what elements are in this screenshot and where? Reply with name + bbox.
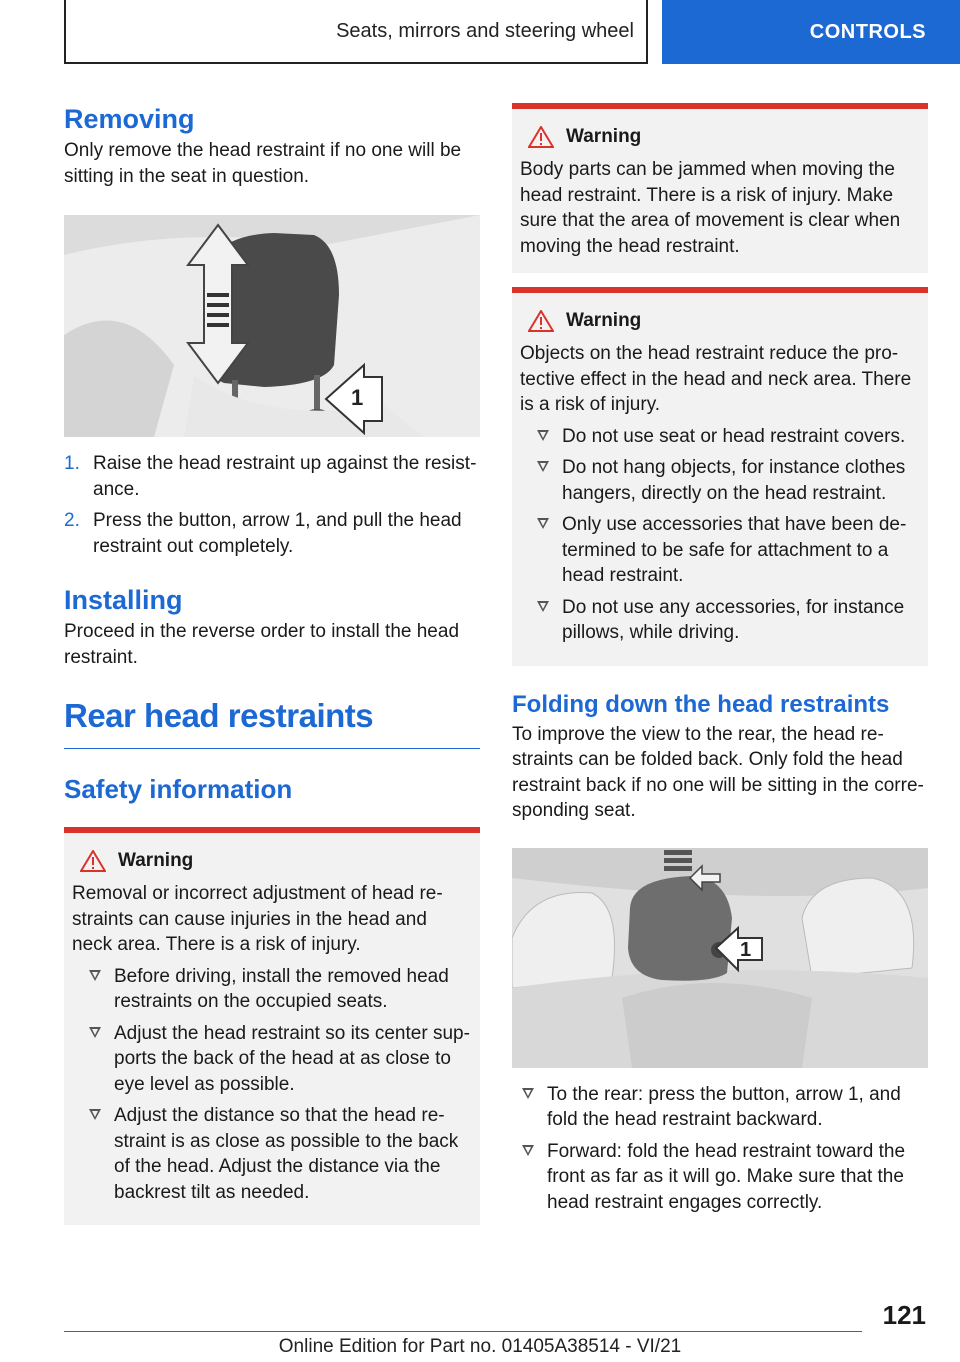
warning-triangle-icon [80,850,106,872]
bullet-triangle-icon [537,601,549,612]
bullet-text: Adjust the head restraint so its center supports the back of the head at as close to eye level as possible. [114,1022,470,1095]
bullet-triangle-icon [89,1109,101,1120]
list-item [512,1082,928,1133]
safety-heading: Safety information [64,774,293,804]
bullet-text: To the rear: press the button, arrow 1, and fold the head restraint backward. [547,1083,901,1130]
right-column [512,103,928,1221]
warning-title: Warning [566,126,642,147]
figure2-callout: 1 [740,938,752,961]
bullet-text: Adjust the distance so that the head restraint is as close as possible to the back of the head. Adjust the distance via the backrest tilt as needed. [114,1105,459,1203]
list-item [527,424,920,450]
warning-box [64,827,480,1225]
figure-remove-head-restraint [64,215,480,437]
bullet-text: Do not hang objects, for instance clothes hangers, directly on the head restraint. [562,457,906,504]
warning-title-row [528,125,920,149]
warning-title: Warning [566,310,642,331]
removing-heading: Removing [64,104,195,134]
left-column [64,100,480,1225]
installing-heading: Installing [64,585,183,615]
list-item [527,512,920,589]
figure1-callout: 1 [351,385,364,410]
rear-seat-illustration [512,848,928,1068]
bullet-text: Do not use any accessories, for instance pillows, while driving. [562,596,905,643]
list-item [527,595,920,646]
removing-intro: Only remove the head restraint if no one will be sitting in the seat in question. [64,140,462,187]
step-number: 2. [64,510,80,531]
warning-triangle-icon [528,126,554,148]
removal-steps [64,451,480,559]
head-restraint-illustration [64,215,480,437]
figure-fold-head-restraint [512,848,928,1068]
bullet-text: Forward: fold the head restraint toward the front as far as it will go. Make sure that the head restraint engages correctly. [547,1140,906,1213]
warning-text: Body parts can be jammed when moving the head restraint. There is a risk of injury. Make sure that the area of movement is clear when moving the head restraint. [520,159,901,257]
bullet-triangle-icon [522,1088,534,1099]
chapter-heading-block [64,694,480,749]
warning-box [512,103,928,273]
warning-bullet-list [520,424,920,646]
folding-text: To improve the view to the rear, the head restraints can be folded back. Only fold the head restraint back if no one will be sitting in the corresponding seat. [512,723,924,821]
bullet-text: Only use accessories that have been determined to be safe for attachment to a head restraint. [562,514,907,586]
warning-text: Removal or incorrect adjustment of head restraints can cause injuries in the head and neck area. There is a risk of injury. [72,883,443,955]
warning-triangle-icon [528,310,554,332]
list-item [79,1103,472,1205]
warning-bullet-list [72,964,472,1206]
list-item [64,508,480,559]
installing-text: Proceed in the reverse order to install the head restraint. [64,621,460,668]
running-header-section [64,0,648,64]
bullet-triangle-icon [89,1027,101,1038]
list-item [79,964,472,1015]
page-number: 121 [882,1300,926,1330]
chapter-heading: Rear head restraints [64,697,374,734]
chapter-tab-label: CONTROLS [809,20,926,43]
list-item [64,451,480,502]
bullet-triangle-icon [522,1145,534,1156]
step-text: Press the button, arrow 1, and pull the head restraint out completely. [93,510,462,557]
step-text: Raise the head restraint up against the resistance. [93,453,477,500]
folding-heading: Folding down the head restraints [512,690,890,718]
warning-title-row [80,849,472,873]
folding-bullet-list [512,1082,928,1216]
chapter-tab [662,0,960,64]
list-item [79,1021,472,1098]
bullet-text: Do not use seat or head restraint covers. [562,425,906,447]
bullet-triangle-icon [537,430,549,441]
footer-divider [64,1331,862,1332]
bullet-triangle-icon [537,518,549,529]
bullet-triangle-icon [537,461,549,472]
list-item [512,1139,928,1216]
bullet-text: Before driving, install the removed head restraints on the occupied seats. [114,965,449,1012]
warning-text: Objects on the head restraint reduce the protective effect in the head and neck area. There is a risk of injury. [520,343,912,415]
footer-edition: Online Edition for Part no. 01405A38514 - VI/21 [278,1336,682,1357]
warning-title: Warning [118,850,194,871]
bullet-triangle-icon [89,970,101,981]
section-title: Seats, mirrors and steering wheel [336,19,634,42]
step-number: 1. [64,453,80,474]
list-item [527,455,920,506]
warning-box [512,287,928,666]
warning-title-row [528,309,920,333]
